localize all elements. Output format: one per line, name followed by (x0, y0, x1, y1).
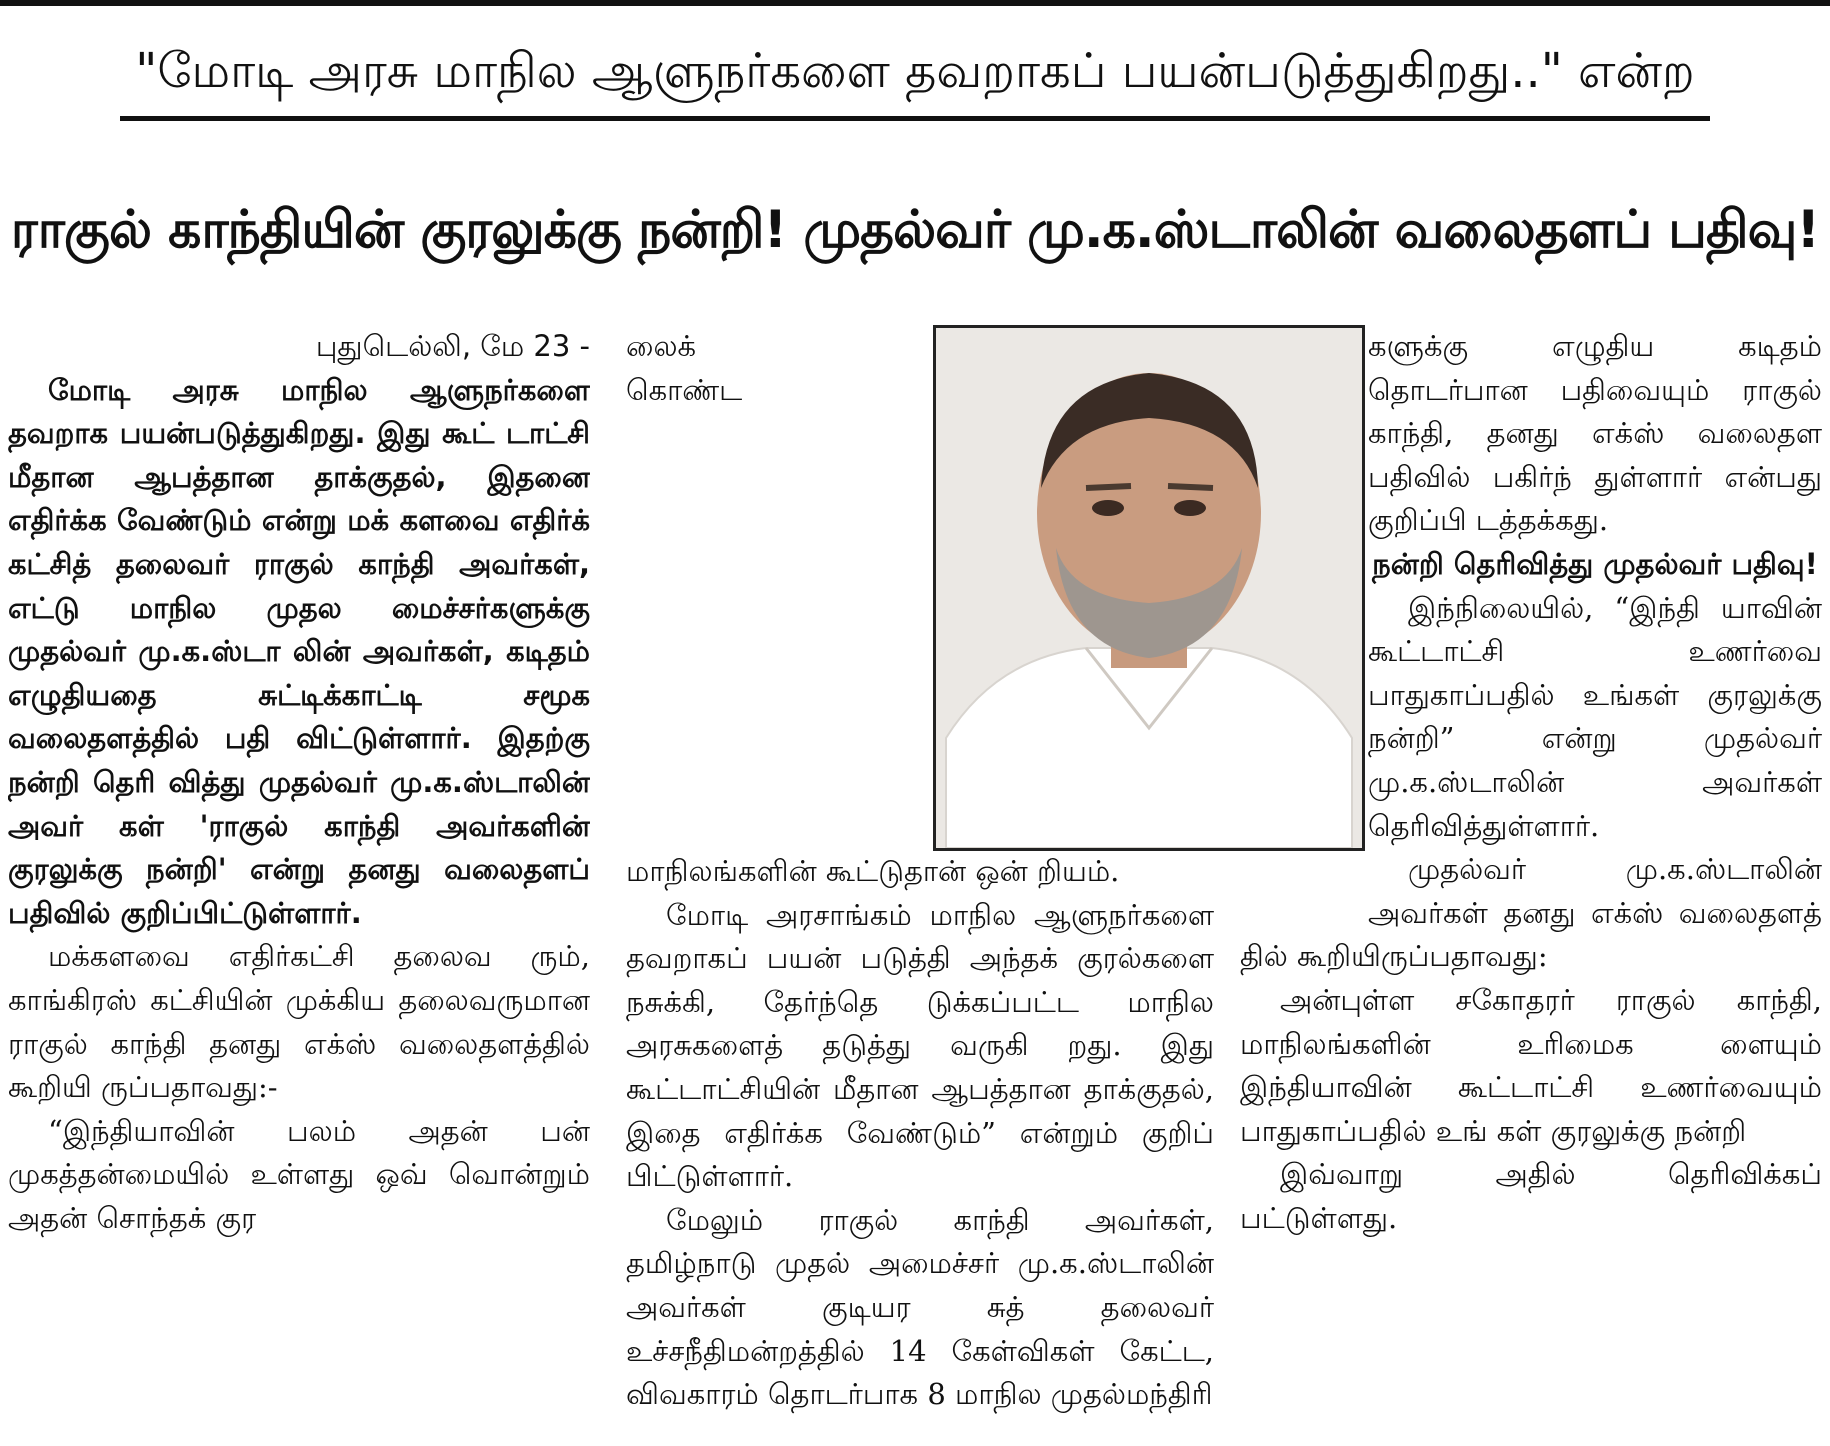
lead-paragraph: மோடி அரசு மாநில ஆளுநர்களை தவறாக பயன்படுத்துகிறது. இது கூட் டாட்சி மீதான ஆபத்தான தாக்குதல், இதனை எதிர்க்க வேண்டும் என்று மக் களவை எதிர்க் கட்சித் தலைவர் ராகுல் காந்தி அவர்கள், எட்டு மாநில முதல மைச்சர்களுக்கு முதல்வர் மு.க.ஸ்டா லின் அவர்கள், கடிதம் எழுதியதை சுட்டிக்காட்டி சமூக வலைதளத்தில் பதி விட்டுள்ளார். இதற்கு நன்றி தெரி வித்து முதல்வர் மு.க.ஸ்டாலின் அவர் கள் 'ராகுல் காந்தி அவர்களின் குரலுக்கு நன்றி' என்று தனது வலைதளப் பதிவில் குறிப்பிட்டுள்ளார். (8, 372, 590, 930)
paragraph: இந்நிலையில், “இந்தி யாவின் கூட்டாட்சி உணர்வை பாதுகாப்பதில் உங்கள் குரலுக்கு நன்றி” என்று முதல்வர் மு.க.ஸ்டாலின் அவர்கள் தெரிவித்துள்ளார். (1368, 590, 1822, 843)
dateline: புதுடெல்லி, மே 23 - (315, 329, 590, 363)
paragraph: மேலும் ராகுல் காந்தி அவர்கள், தமிழ்நாடு முதல் அமைச்சர் மு.க.ஸ்டாலின் அவர்கள் குடியர சுத் தலைவர் உச்சநீதிமன்றத்தில் 14 கேள்விகள் கேட்ட, விவகாரம் தொடர்பாக 8 மாநில முதல்மந்திரி (626, 1202, 1214, 1412)
paragraph: அன்புள்ள சகோதரர் ராகுல் காந்தி, மாநிலங்களின் உரிமைக ளையும் இந்தியாவின் கூட்டாட்சி உணர்வையும் பாதுகாப்பதில் உங் கள் குரலுக்கு நன்றி (1240, 982, 1822, 1148)
paragraph: “இந்தியாவின் பலம் அதன் பன் முகத்தன்மையில் உள்ளது ஒவ் வொன்றும் அதன் சொந்தக் குர (8, 1113, 590, 1235)
photo-wrap-space (774, 325, 1214, 850)
paragraph: மக்களவை எதிர்கட்சி தலைவ ரும், காங்கிரஸ் கட்சியின் முக்கிய தலைவருமான ராகுல் காந்தி தனது எக்ஸ் வலைதளத்தில் கூறியி ருப்பதாவது:- (8, 939, 590, 1105)
photo-wrap-space (1240, 325, 1368, 915)
paragraph: களுக்கு எழுதிய கடிதம் தொடர்பான பதிவையும் ராகுல் காந்தி, தனது எக்ஸ் வலைதள பதிவில் பகிர்ந் துள்ளார் என்பது குறிப்பி டத்தக்கது. (1368, 329, 1822, 538)
paragraph: மோடி அரசாங்கம் மாநில ஆளுநர்களை தவறாகப் பயன் படுத்தி அந்தக் குரல்களை நசுக்கி, தேர்ந்தெ டுக்கப்பட்ட மாநில அரசுகளைத் தடுத்து வருகி றது. இது கூட்டாட்சியின் மீதான ஆபத்தான தாக்குதல், இதை எதிர்க்க வேண்டும்” என்றும் குறிப் பிட்டுள்ளார். (626, 897, 1214, 1194)
column-1 (8, 325, 590, 1440)
subheading: நன்றி தெரிவித்து முதல்வர் பதிவு! (1372, 546, 1818, 581)
column-2 (626, 325, 1214, 1440)
paragraph: இவ்வாறு அதில் தெரிவிக்கப் பட்டுள்ளது. (1240, 1157, 1822, 1235)
kicker-line: "மோடி அரசு மாநில ஆளுநர்களை தவறாகப் பயன்படுத்துகிறது.." என்ற (120, 30, 1710, 121)
top-rule (0, 0, 1830, 6)
paragraph: லைக் கொண்ட மாநிலங்களின் கூட்டுதான் ஒன் றியம். (626, 329, 1120, 888)
headline: ராகுல் காந்தியின் குரலுக்கு நன்றி! முதல்வர் மு.க.ஸ்டாலின் வலைதளப் பதிவு! (10, 200, 1820, 260)
column-3 (1240, 325, 1822, 1440)
paragraph: முதல்வர் மு.க.ஸ்டாலின் அவர்கள் தனது எக்ஸ் வலைதளத் தில் கூறியிருப்பதாவது: (1240, 852, 1822, 974)
